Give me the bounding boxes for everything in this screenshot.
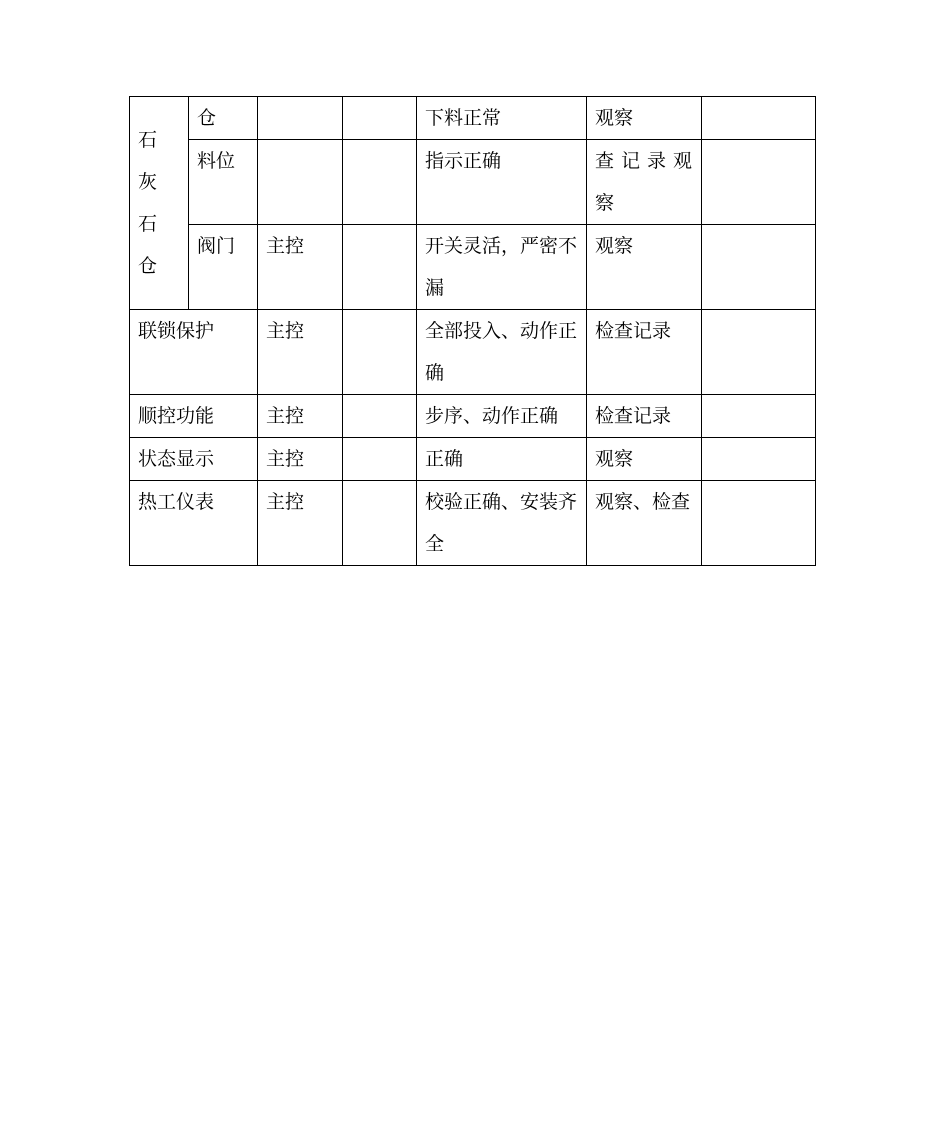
blank-cell bbox=[343, 140, 417, 225]
table-row bbox=[130, 481, 816, 566]
standard-cell: 全部投入、动作正确 bbox=[417, 310, 587, 395]
standard-cell: 校验正确、安装齐全 bbox=[417, 481, 587, 566]
blank-cell bbox=[343, 310, 417, 395]
item-cell: 热工仪表 bbox=[130, 481, 258, 566]
standard-cell: 步序、动作正确 bbox=[417, 395, 587, 438]
table-row bbox=[130, 225, 816, 310]
note-cell bbox=[702, 225, 816, 310]
blank-cell bbox=[343, 225, 417, 310]
standard-cell: 下料正常 bbox=[417, 97, 587, 140]
item-cell: 顺控功能 bbox=[130, 395, 258, 438]
note-cell bbox=[702, 395, 816, 438]
method-cell: 检查记录 bbox=[587, 395, 702, 438]
method-cell: 查记录观察 bbox=[587, 140, 702, 225]
blank-cell bbox=[343, 97, 417, 140]
dept-cell: 主控 bbox=[258, 225, 343, 310]
method-cell: 检查记录 bbox=[587, 310, 702, 395]
dept-cell bbox=[258, 97, 343, 140]
method-cell: 观察 bbox=[587, 438, 702, 481]
dept-cell: 主控 bbox=[258, 310, 343, 395]
note-cell bbox=[702, 310, 816, 395]
dept-cell: 主控 bbox=[258, 481, 343, 566]
table-row bbox=[130, 140, 816, 225]
item-cell: 阀门 bbox=[189, 225, 258, 310]
item-cell: 状态显示 bbox=[130, 438, 258, 481]
item-cell: 联锁保护 bbox=[130, 310, 258, 395]
method-cell: 观察 bbox=[587, 225, 702, 310]
table-row bbox=[130, 395, 816, 438]
item-cell: 仓 bbox=[189, 97, 258, 140]
note-cell bbox=[702, 438, 816, 481]
blank-cell bbox=[343, 395, 417, 438]
blank-cell bbox=[343, 481, 417, 566]
table-row bbox=[130, 310, 816, 395]
inspection-table bbox=[129, 96, 816, 566]
note-cell bbox=[702, 481, 816, 566]
item-cell: 料位 bbox=[189, 140, 258, 225]
note-cell bbox=[702, 140, 816, 225]
note-cell bbox=[702, 97, 816, 140]
table-row bbox=[130, 97, 816, 140]
table-row bbox=[130, 438, 816, 481]
method-cell: 观察 bbox=[587, 97, 702, 140]
dept-cell: 主控 bbox=[258, 395, 343, 438]
dept-cell bbox=[258, 140, 343, 225]
standard-cell: 正确 bbox=[417, 438, 587, 481]
method-cell: 观察、检查 bbox=[587, 481, 702, 566]
standard-cell: 开关灵活，严密不漏 bbox=[417, 225, 587, 310]
dept-cell: 主控 bbox=[258, 438, 343, 481]
standard-cell: 指示正确 bbox=[417, 140, 587, 225]
blank-cell bbox=[343, 438, 417, 481]
group-cell: 石灰石仓 bbox=[130, 97, 189, 310]
